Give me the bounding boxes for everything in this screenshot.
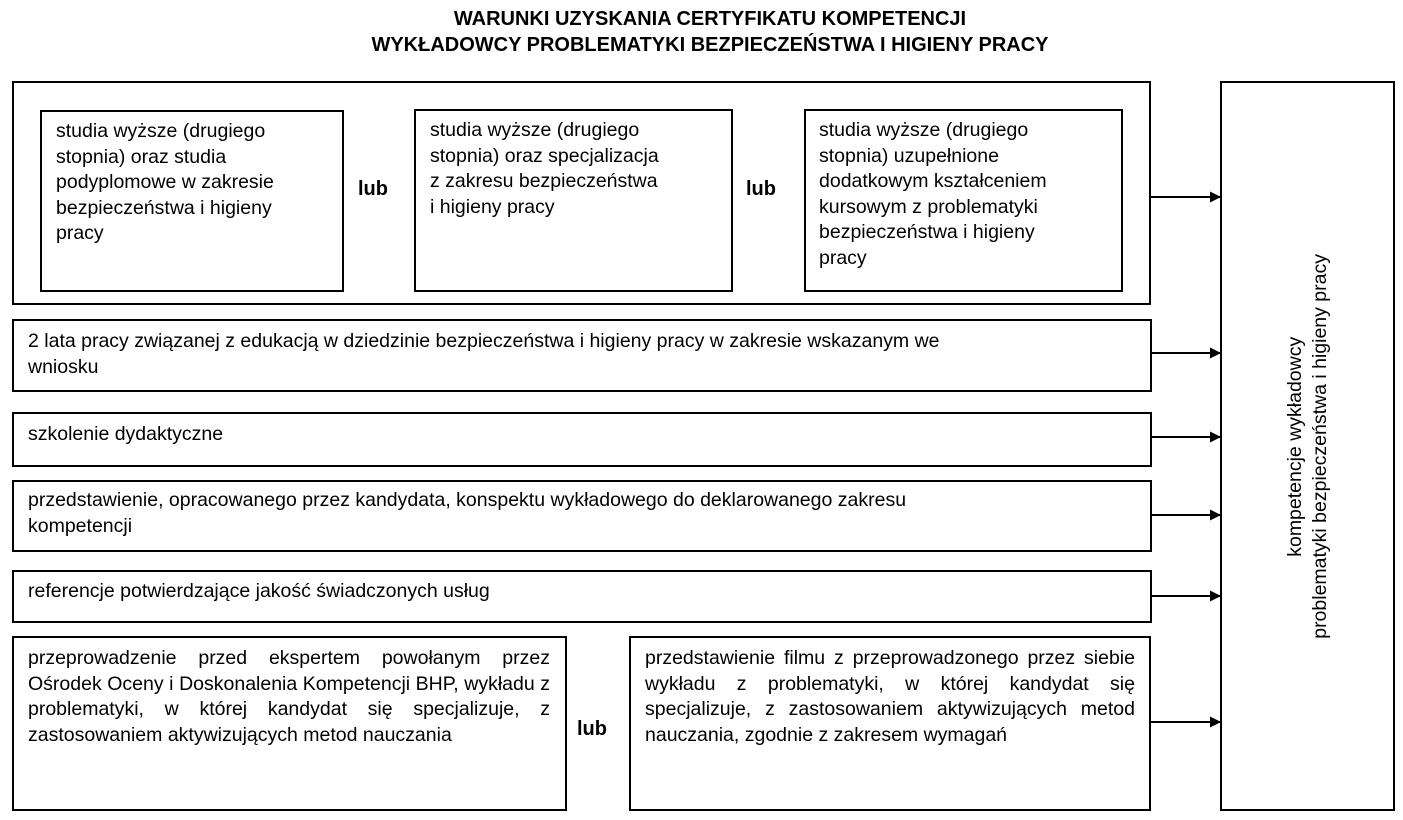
demonstration-live-text: przeprowadzenie przed ekspertem powołanym przez Ośrodek Oceny i Doskonalenia Kompetencji BHP, wykładu z problematyki, w której kandydat się specjalizuje, z zastosowaniem aktywizujących metod nauczania [28,647,550,746]
title-line-1: WARUNKI UZYSKANIA CERTYFIKATU KOMPETENCJI [453,8,967,30]
requirement-lecture-outline-text: przedstawienie, opracowanego przez kandydata, konspektu wykładowego do deklarowanego zakresu kompetencji [28,489,907,537]
requirement-experience-text: 2 lata pracy związanej z edukacją w dziedzinie bezpieczeństwa i higieny pracy w zakresie wskazanym we wniosku [28,330,940,378]
education-option-3-text: studia wyższe (drugiego stopnia) uzupełnione dodatkowym kształceniem kursowym z problematyki bezpieczeństwa i higieny pracy [819,119,1047,269]
result-label: kompetencje wykładowcy problematyki bezpieczeństwa i higieny pracy [1283,253,1331,639]
title-line-2: WYKŁADOWCY PROBLEMATYKI BEZPIECZEŃSTWA I HIGIENY PRACY [371,34,1049,56]
or-label-1: lub [358,178,388,200]
education-option-1-text: studia wyższe (drugiego stopnia) oraz studia podyplomowe w zakresie bezpieczeństwa i higieny pracy [56,120,274,244]
education-option-2-text: studia wyższe (drugiego stopnia) oraz specjalizacja z zakresu bezpieczeństwa i higieny pracy [430,119,659,218]
requirement-didactic-training-text: szkolenie dydaktyczne [28,423,224,445]
demonstration-film-text: przedstawienie filmu z przeprowadzonego przez siebie wykładu z problematyki, w której kandydat się specjalizuje, z zastosowaniem aktywizujących metod nauczania, zgodnie z zakresem wymagań [645,647,1135,746]
or-label-3: lub [577,718,607,740]
requirement-references-text: referencje potwierdzające jakość świadczonych usług [28,580,490,602]
or-label-2: lub [746,178,776,200]
